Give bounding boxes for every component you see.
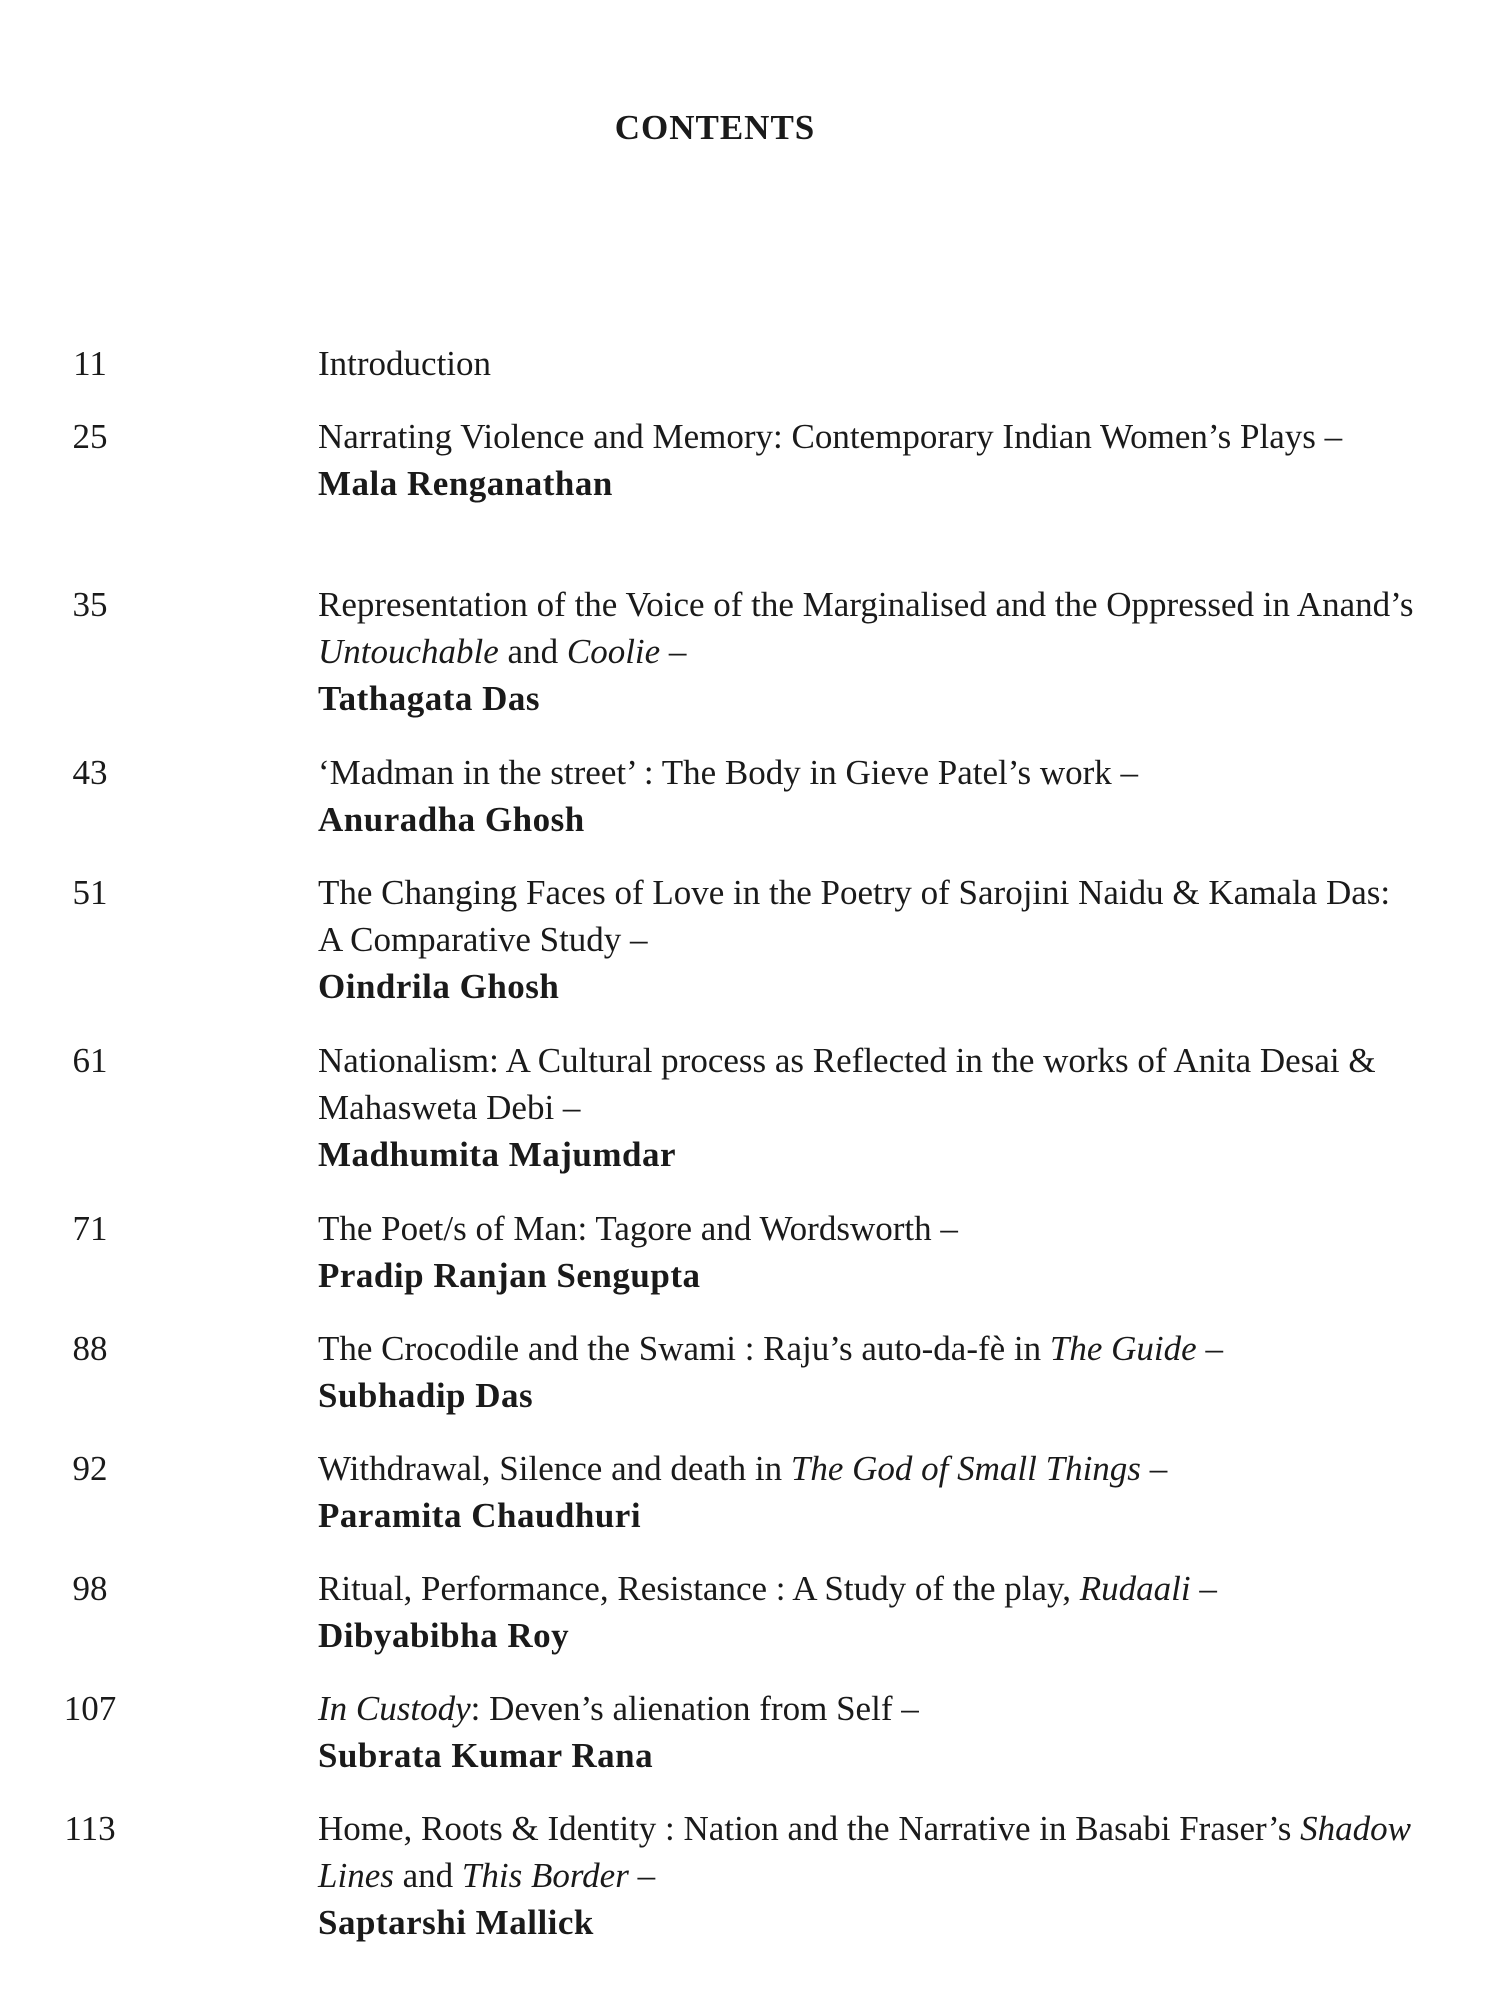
entry-author: Pradip Ranjan Sengupta xyxy=(318,1256,701,1295)
entry-text xyxy=(318,749,1418,843)
entry-page-number: 11 xyxy=(73,344,107,383)
entry-page-number: 71 xyxy=(72,1209,108,1248)
entry-text xyxy=(318,1685,1418,1779)
entry-author: Dibyabibha Roy xyxy=(318,1616,570,1655)
entry-chapter-title xyxy=(318,1037,1418,1131)
entry-chapter-title xyxy=(318,413,1418,460)
title-segment: – xyxy=(1140,1449,1168,1488)
title-italic-segment: The God of Small Things xyxy=(790,1449,1141,1488)
title-segment: ‘Madman in the street’ : The Body in Gieve Patel’s work – xyxy=(318,753,1139,792)
entry-page-number: 113 xyxy=(64,1809,116,1848)
entry-text xyxy=(318,1037,1418,1178)
entry-text xyxy=(318,1325,1418,1419)
entry-page-number: 98 xyxy=(72,1569,108,1608)
entry-chapter-title xyxy=(318,1205,1418,1252)
entry-text xyxy=(318,1205,1418,1299)
title-italic-segment: Coolie xyxy=(566,632,661,671)
title-segment: : Deven’s alienation from Self – xyxy=(470,1689,919,1728)
title-segment: Ritual, Performance, Resistance : A Study of the play, xyxy=(318,1569,1080,1608)
entry-text xyxy=(318,1565,1418,1659)
title-segment: The Poet/s of Man: Tagore and Wordsworth – xyxy=(318,1209,958,1248)
entry-text xyxy=(318,869,1418,1010)
entry-chapter-title xyxy=(318,581,1418,675)
entry-chapter-title xyxy=(318,1685,1418,1732)
title-italic-segment: Rudaali xyxy=(1079,1569,1191,1608)
title-segment: and xyxy=(393,1856,462,1895)
entry-chapter-title xyxy=(318,749,1418,796)
title-segment: Narrating Violence and Memory: Contemporary Indian Women’s Plays – xyxy=(318,417,1343,456)
title-segment: and xyxy=(498,632,567,671)
title-italic-segment: This Border xyxy=(461,1856,629,1895)
entry-page-number: 25 xyxy=(72,417,108,456)
entry-page-number: 107 xyxy=(63,1689,117,1728)
title-italic-segment: Shadow Lines xyxy=(318,1809,1411,1895)
entry-text xyxy=(318,340,1418,387)
entry-chapter-title xyxy=(318,1565,1418,1612)
title-segment: The Changing Faces of Love in the Poetry of Sarojini Naidu & Kamala Das: A Comparative Study – xyxy=(318,873,1391,959)
title-segment: Home, Roots & Identity : Nation and the Narrative in Basabi Fraser’s xyxy=(318,1809,1301,1848)
entry-author: Saptarshi Mallick xyxy=(318,1903,594,1942)
title-segment: – xyxy=(1196,1329,1223,1368)
entry-page-number: 88 xyxy=(72,1329,108,1368)
entry-text xyxy=(318,1805,1418,1946)
title-segment: Withdrawal, Silence and death in xyxy=(318,1449,791,1488)
entry-author: Madhumita Majumdar xyxy=(318,1135,677,1174)
title-italic-segment: The Guide xyxy=(1049,1329,1197,1368)
entry-author: Mala Renganathan xyxy=(318,464,613,503)
entry-chapter-title xyxy=(318,869,1418,963)
entry-chapter-title xyxy=(318,1805,1418,1899)
entry-page-number: 61 xyxy=(72,1041,108,1080)
entry-author: Subhadip Das xyxy=(318,1376,534,1415)
title-segment: – xyxy=(628,1856,656,1895)
entry-page-number: 35 xyxy=(72,585,108,624)
title-segment: Representation of the Voice of the Marginalised and the Oppressed in Anand’s xyxy=(318,585,1414,624)
entry-author: Anuradha Ghosh xyxy=(318,800,585,839)
entry-chapter-title xyxy=(318,1445,1418,1492)
entry-author: Paramita Chaudhuri xyxy=(318,1496,642,1535)
title-segment: Nationalism: A Cultural process as Reflected in the works of Anita Desai & Mahasweta Debi – xyxy=(318,1041,1376,1127)
entry-text xyxy=(318,581,1418,722)
entry-page-number: 51 xyxy=(72,873,108,912)
entry-author: Oindrila Ghosh xyxy=(318,967,560,1006)
entry-chapter-title xyxy=(318,340,1418,387)
entry-page-number: 43 xyxy=(72,753,108,792)
title-segment: – xyxy=(660,632,687,671)
title-italic-segment: Untouchable xyxy=(318,632,499,671)
title-segment: Introduction xyxy=(318,344,492,383)
entry-page-number: 92 xyxy=(72,1449,108,1488)
entry-chapter-title xyxy=(318,1325,1418,1372)
entry-author: Tathagata Das xyxy=(318,679,541,718)
entry-text xyxy=(318,1445,1418,1539)
title-segment: The Crocodile and the Swami : Raju’s auto-da-fè in xyxy=(318,1329,1050,1368)
title-italic-segment: In Custody xyxy=(318,1689,471,1728)
title-segment: – xyxy=(1190,1569,1217,1608)
entry-author: Subrata Kumar Rana xyxy=(318,1736,654,1775)
page-title: CONTENTS xyxy=(614,108,816,147)
entry-text xyxy=(318,413,1418,507)
